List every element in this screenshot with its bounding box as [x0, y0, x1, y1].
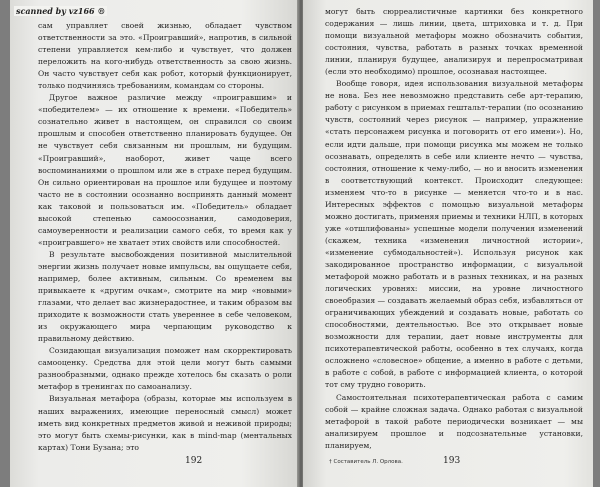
paragraph: В результате высвобождения позитивной мыслительной энергии жизнь получает новые импульсы, вы ощущаете себя, например, более активным, сильным. Со временем вы привыкаете к «другим очкам», смотрите на мир «новыми» глазами, что делает вас жизнерадостнее, и таким образом вы приходите к возможности стать увереннее в себе человеком, из окружающего мира черпающим руководство к правильному действию.: [38, 249, 292, 344]
right-page: [303, 0, 593, 487]
page-number-right: 193: [443, 456, 461, 466]
paragraph: сам управляет своей жизнью, обладает чувством ответственности за это. «Проигравший», напротив, в сильной степени управляется кем-либо и чувствует, что должен переложить на кого-нибудь ответственность за свою жизнь. Он часто чувствует себя как робот, который функционирует, только подчиняясь требованиям, командам со стороны.: [38, 21, 292, 91]
page-number-left: 192: [185, 456, 203, 466]
scan-watermark: scanned by vz166 ®: [16, 6, 106, 16]
paragraph: Визуальная метафора (образы, которые мы используем в наших выражениях, имеющие переносный смысл) может иметь вид конкретных предметов живой и неживой природы; это могут быть схемы-рисунки, как в mind-map (ментальных картах) Тони Бузана; это: [38, 394, 292, 452]
paragraph: могут быть сюрреалистичные картинки без конкретного содержания — лишь линии, цвета, штриховка и т. д. При помощи визуальной метафоры можно обозначить события, состояния, чувства, работать в разных точках временной линии, планируя будущее, анализируя и перепросматривая (если это необходимо) прошлое, осознавая настоящее.: [325, 7, 583, 77]
paragraph: Другое важное различие между «проигравшим» и «победителем» — их отношение к времени. «Победитель» сознательно живет в настоящем, он справился со своим прошлым и способен ответственно планировать будущее. Он не чувствует себя связанным ни прошлым, ни будущим. «Проигравший», наоборот, живет чаще всего воспоминаниями о прошлом или же в страхе перед будущим. Он сильно ориентирован на прошлое или будущее и поэтому часто не в состоянии осознанно воспринять данный момент как таковой и пользоваться им. «Победитель» обладает высокой степенью самоосознания, самодоверия, самоуверенности и реализации самого себя, то время как у «проигравшего» не хватает этих свойств или способностей.: [38, 93, 292, 247]
left-page: [10, 0, 299, 487]
left-page-text: [38, 20, 292, 454]
paragraph: Созидающая визуализация поможет нам скорректировать самооценку. Средства для этой цели могут быть самыми разнообразными, однако прежде хотелось бы сказать о роли метафор в тренингах по самоанализу.: [38, 346, 292, 392]
paragraph: Вообще говоря, идея использования визуальной метафоры не нова. Без нее невозможно представить себе арт-терапию, работу с рисунком в приемах гештальт-терапии (по осознанию чувств, состояний через рисунок — например, упражнение «стать персонажем рисунка и поговорить от его имени»). Но, если идти дальше, при помощи рисунка мы можем не только осознавать, определять в себе или клиенте нечто — чувства, состояния, отношение к чему-либо, — но и вносить изменения в соответствующий контекст. Происходит следующее: изменяем что-то в рисунке — меняется что-то и в нас. Интересных эффектов с помощью визуальной метафоры можно достигать, применяя приемы и техники НЛП, в которых уже «отшлифованы» успешные модели получения изменений (скажем, техника «изменения личностной истории», «изменение субмодальностей»). Используя рисунок как закодированное пространство информации, с визуальной метафорой можно работать и в разных техниках, и на разных логических уровнях: миссии, на уровне личностного своеобразия — создавать желаемый образ себя, избавляться от ограничивающих убеждений и создавать новые, работать со способностями, деятельностью. Все это открывает новые возможности для терапии, дает новые инструменты для психотерапевтической работы, особенно в тех случаях, когда осложнено «словесное» общение, а именно в работе с детьми, в работе с собой, в работе с информацией клиента, о которой тот сму трудно говорить.: [325, 79, 583, 390]
footnote: † Составитель Л. Орлова.: [329, 459, 403, 465]
paragraph: Самостоятельная психотерапевтическая работа с самим собой — крайне сложная задача. Однако работая с визуальной метафорой в такой работе периодически возникает — мы анализируем прошлое и подсознательные установки, планируем,: [325, 392, 583, 450]
right-page-text: [325, 6, 583, 452]
